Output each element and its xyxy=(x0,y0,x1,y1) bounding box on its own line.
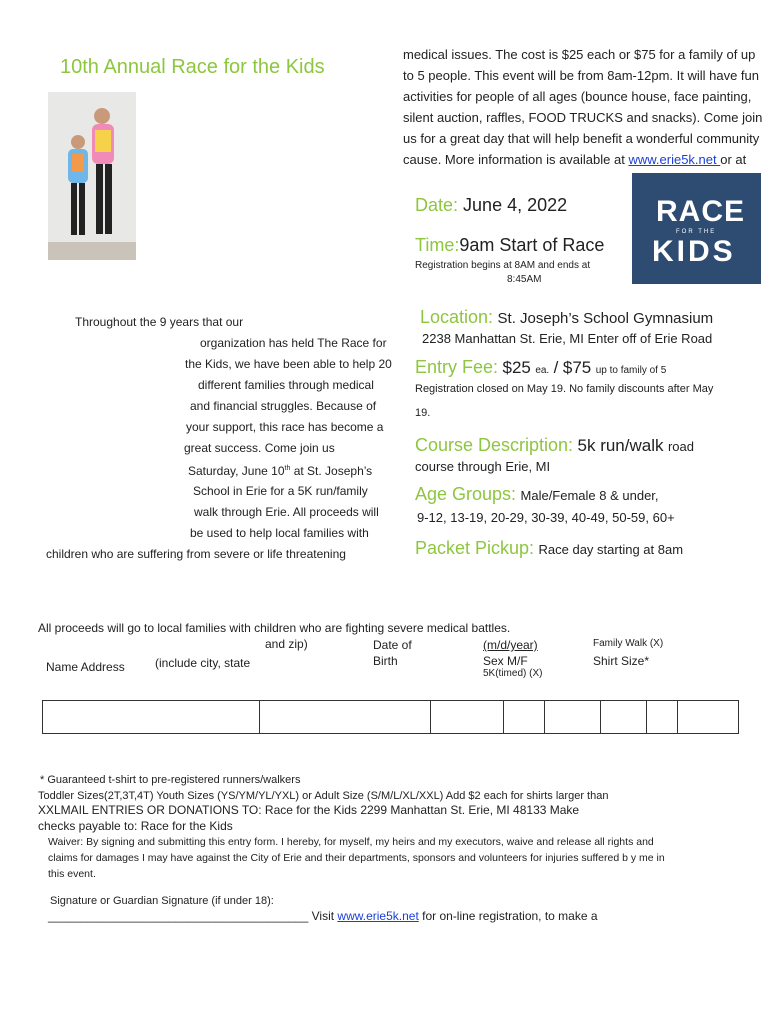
packet-value: Race day starting at 8am xyxy=(538,542,684,557)
event-photo xyxy=(48,92,136,260)
intro-line xyxy=(403,149,763,170)
course-line: course through Erie, MI xyxy=(415,459,551,474)
age-groups-value: Male/Female 8 & under, xyxy=(520,488,659,503)
story-text: at St. Joseph’s xyxy=(290,464,373,478)
location-label: Location: xyxy=(420,307,494,327)
logo-text: RACE xyxy=(656,195,746,228)
intro-line: activities for people of all ages (bounce house, face painting, xyxy=(403,89,752,104)
race-for-the-kids-logo xyxy=(632,173,761,284)
entry-fee-unit: ea. xyxy=(535,365,550,376)
entry-form-table xyxy=(42,700,739,734)
entry-fee-unit: up to family of 5 xyxy=(595,365,667,376)
story-line: Throughout the 9 years that our xyxy=(75,315,244,329)
story-line: School in Erie for a 5K run/family xyxy=(193,484,368,498)
registration-note-line: Registration begins at 8AM and ends at xyxy=(415,260,591,271)
story-line: be used to help local families with xyxy=(190,526,369,540)
waiver-line: this event. xyxy=(48,868,96,880)
event-location xyxy=(420,307,713,328)
intro-text: cause. More information is available at xyxy=(403,152,629,167)
intro-line: to 5 people. This event will be from 8am-12pm. It will have fun xyxy=(403,68,759,83)
intro-line: medical issues. The cost is $25 each or $75 for a family of up xyxy=(403,47,756,62)
location-address: 2238 Manhattan St. Erie, MI Enter off of Erie Road xyxy=(422,331,713,346)
age-groups xyxy=(415,484,659,505)
intro-paragraph xyxy=(403,44,763,170)
family-walk-field[interactable] xyxy=(601,701,647,734)
signature-row xyxy=(48,909,598,923)
date-value: June 4, 2022 xyxy=(463,195,568,215)
course-value: 5k run/walk xyxy=(577,436,664,455)
logo-text: FOR THE xyxy=(676,229,717,235)
story-line: and financial struggles. Because of xyxy=(190,399,377,413)
entry-fee-price: $25 xyxy=(502,358,531,377)
time-label: Time: xyxy=(415,235,460,255)
location-value: St. Joseph’s School Gymnasium xyxy=(497,310,714,327)
story-text: Saturday, June 10 xyxy=(188,464,285,478)
waiver-line: Waiver: By signing and submitting this entry form. I hereby, for myself, my heirs and my executors, waive and release all rights and xyxy=(48,836,654,848)
intro-line: us for a great day that will help benefit a wonderful community xyxy=(403,131,760,146)
entry-fee-note-line: 19. xyxy=(415,407,431,419)
blank-field[interactable] xyxy=(647,701,678,734)
registration-note xyxy=(415,259,605,287)
event-date xyxy=(415,195,567,216)
entry-fee-note xyxy=(415,377,765,425)
intro-line: silent auction, raffles, FOOD TRUCKS and snacks). Come join xyxy=(403,110,763,125)
story-line: organization has held The Race for xyxy=(200,336,387,350)
form-header: Family Walk (X) xyxy=(593,638,664,649)
waiver-text xyxy=(48,834,738,882)
entry-fee-price: $75 xyxy=(562,358,592,377)
form-header: (m/d/year) xyxy=(483,638,538,652)
entry-fee xyxy=(415,357,666,378)
sizes-note: Toddler Sizes(2T,3T,4T) Youth Sizes (YS/YM/YL/YXL) or Adult Size (S/M/L/XL/XXL) Add $2 each for shirts larger than xyxy=(38,790,609,802)
signature-label: Signature or Guardian Signature (if under 18): xyxy=(50,895,274,907)
signature-line[interactable]: _______________________________________ xyxy=(48,909,309,923)
story-line: the Kids, we have been able to help 20 xyxy=(185,357,392,371)
guaranteed-note: * Guaranteed t-shirt to pre-registered runners/walkers xyxy=(40,774,301,786)
course-suffix: road xyxy=(667,439,694,454)
entry-fee-label: Entry Fee: xyxy=(415,357,499,377)
story-line: your support, this race has become a xyxy=(186,420,384,434)
entry-fee-note-line: Registration closed on May 19. No family discounts after May xyxy=(415,383,714,395)
packet-label: Packet Pickup: xyxy=(415,538,535,558)
story-line: walk through Erie. All proceeds will xyxy=(194,505,379,519)
logo-text: KIDS xyxy=(652,235,736,268)
timed-5k-field[interactable] xyxy=(545,701,601,734)
visit-text: Visit xyxy=(308,909,338,923)
birth-date-field[interactable] xyxy=(431,701,504,734)
form-header: and zip) xyxy=(265,637,308,651)
intro-text: or at xyxy=(720,152,747,167)
course-description xyxy=(415,435,694,456)
website-link[interactable]: www.erie5k.net xyxy=(337,909,419,923)
date-label: Date: xyxy=(415,195,459,215)
name-field[interactable] xyxy=(43,701,260,734)
form-header: Sex M/F xyxy=(483,654,528,668)
age-groups-label: Age Groups: xyxy=(415,484,517,504)
age-groups-line: 9-12, 13-19, 20-29, 30-39, 40-49, 50-59, 60+ xyxy=(417,510,675,525)
registration-note-line: 8:45AM xyxy=(507,274,542,285)
payable-note: checks payable to: Race for the Kids xyxy=(38,819,233,833)
sex-field[interactable] xyxy=(504,701,545,734)
form-header: Shirt Size* xyxy=(593,654,650,668)
packet-pickup xyxy=(415,538,683,559)
table-row xyxy=(43,701,739,734)
event-time xyxy=(415,235,604,256)
course-label: Course Description: xyxy=(415,435,574,455)
story-line: great success. Come join us xyxy=(184,441,335,455)
website-link[interactable]: www.erie5k.net xyxy=(628,152,721,167)
form-header: (include city, state xyxy=(155,656,251,670)
visit-text: for on-line registration, to make a xyxy=(418,909,598,923)
address-field[interactable] xyxy=(260,701,431,734)
story-line: children who are suffering from severe or life threatening xyxy=(46,547,346,561)
shirt-size-field[interactable] xyxy=(678,701,739,734)
story-line: different families through medical xyxy=(198,378,374,392)
story-line xyxy=(188,460,372,480)
form-header: Date of xyxy=(373,638,412,652)
time-value: 9am Start of Race xyxy=(459,235,605,255)
form-header: Name Address xyxy=(46,660,125,674)
story-ordinal: th xyxy=(284,465,291,472)
form-header: Birth xyxy=(373,654,398,668)
page-title: 10th Annual Race for the Kids xyxy=(60,56,325,78)
waiver-line: claims for damages I may have against the City of Erie and their departments, sponsors and volunteers for injuries suffered b y me in xyxy=(48,852,665,864)
entry-fee-separator: / xyxy=(553,358,559,377)
proceeds-statement: All proceeds will go to local families with children who are fighting severe medical battles. xyxy=(38,621,511,635)
mail-note: XXLMAIL ENTRIES OR DONATIONS TO: Race for the Kids 2299 Manhattan St. Erie, MI 48133 Make xyxy=(38,803,580,817)
form-header: 5K(timed) (X) xyxy=(483,668,543,679)
